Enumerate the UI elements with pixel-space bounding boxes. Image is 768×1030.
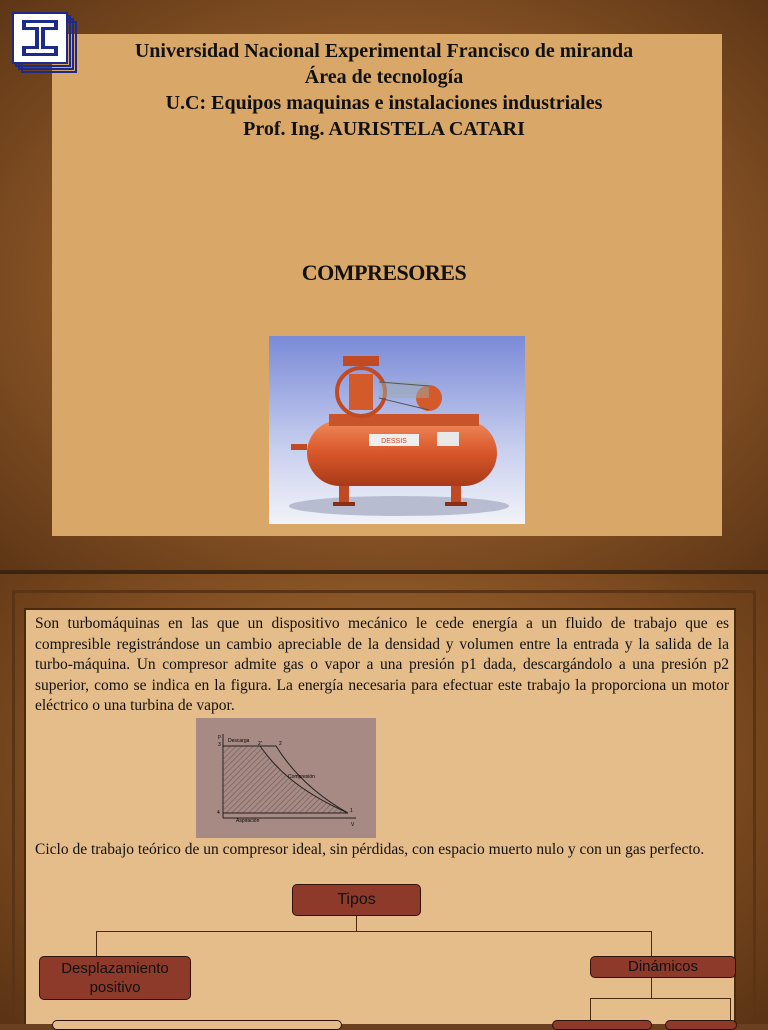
- tree-connector: [356, 916, 357, 932]
- types-root-box: Tipos: [292, 884, 421, 916]
- positive-displacement-box: Desplazamiento positivo: [39, 956, 191, 1000]
- definition-paragraph: Son turbomáquinas en las que un dispositivo mecánico le cede energía a un fluido de trabajo que es compresible registrándose un cambio apreciable de la densidad y volumen entre la entrada y la salida de la turbo-máquina. Un compresor admite gas o vapor a una presión p1 dada, descargándolo a una presión p2 superior, como se indica en la figura. La energía necesaria para efectuar este trabajo la proporciona un motor eléctrico o una turbina de vapor.: [35, 615, 729, 714]
- compressor-image: [269, 336, 525, 524]
- v-axis-label: V: [351, 822, 355, 828]
- tree-connector: [96, 931, 97, 956]
- point-3-label: 3: [218, 742, 221, 748]
- subtype-box: [552, 1020, 652, 1030]
- dynamic-box: Dinámicos: [590, 956, 736, 978]
- course-name: U.C: Equipos maquinas e instalaciones industriales: [165, 92, 603, 114]
- diagram-caption: Ciclo de trabajo teórico de un compresor ideal, sin pérdidas, con espacio muerto nulo y con un gas perfecto.: [35, 841, 705, 858]
- subtype-box: [52, 1020, 342, 1030]
- brand-label: DESSIS: [381, 438, 407, 445]
- university-name: Universidad Nacional Experimental Francisco de miranda: [134, 40, 634, 62]
- tree-connector: [96, 931, 652, 932]
- compresion-label: Compresión: [288, 774, 315, 780]
- tree-connector: [590, 998, 730, 999]
- pv-diagram: [196, 718, 376, 838]
- point-2prime-label: 2': [258, 741, 262, 747]
- professor-name: Prof. Ing. AURISTELA CATARI: [243, 118, 525, 140]
- tree-connector: [651, 931, 652, 956]
- descarga-label: Descarga: [228, 738, 250, 744]
- p-axis-label: p: [218, 734, 221, 740]
- point-2-label: 2: [279, 741, 282, 747]
- tree-connector: [651, 978, 652, 998]
- aspiracion-label: Aspiración: [236, 818, 260, 824]
- subtype-box: [665, 1020, 737, 1030]
- point-1-label: 1: [350, 808, 353, 814]
- area-name: Área de tecnología: [304, 66, 464, 88]
- slide-title: COMPRESORES: [301, 260, 467, 285]
- point-4-label: 4: [217, 810, 220, 816]
